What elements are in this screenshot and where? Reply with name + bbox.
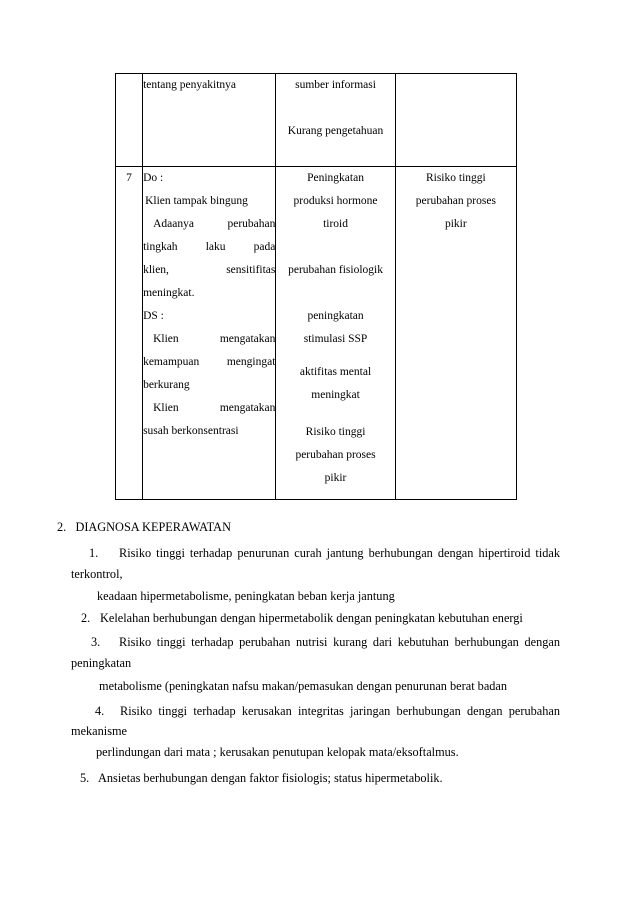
row-number-cell: [116, 167, 143, 500]
data-line: meningkat.: [143, 287, 195, 299]
item-number: 4.: [95, 704, 105, 718]
problem-line: Risiko tinggi: [425, 172, 486, 184]
etiology-cell: [276, 74, 395, 167]
etiology-line: peningkatan: [307, 310, 364, 322]
item-text: Risiko tinggi terhadap penurunan curah jantung berhubungan dengan hipertiroid tidak: [119, 546, 560, 560]
problem-cell: [395, 74, 516, 167]
etiology-line: tiroid: [323, 218, 348, 230]
etiology-line: produksi hormone: [293, 195, 378, 207]
row-number: 7: [126, 172, 132, 184]
table-row: [116, 167, 517, 500]
item-text: keadaan hipermetabolisme, peningkatan beban kerja jantung: [97, 589, 395, 603]
data-line: Klien mengatakan: [153, 333, 276, 345]
item-text: Risiko tinggi terhadap kerusakan integritas jaringan berhubungan dengan perubahan: [120, 704, 560, 718]
data-line: klien, sensitifitas: [143, 264, 276, 276]
etiology-line: Peningkatan: [307, 172, 364, 184]
problem-line: pikir: [444, 218, 467, 230]
data-line: tentang penyakitnya: [143, 79, 236, 91]
item-text: Ansietas berhubungan dengan faktor fisiologis; status hipermetabolik.: [98, 771, 443, 785]
section-heading: 2. DIAGNOSA KEPERAWATAN: [57, 520, 231, 534]
item-number: 3.: [91, 635, 101, 649]
problem-line: perubahan proses: [415, 195, 496, 207]
etiology-cell: [276, 167, 395, 500]
data-line: kemampuan mengingat: [143, 356, 276, 368]
ds-label: DS :: [143, 310, 164, 322]
item-text: Kelelahan berhubungan dengan hipermetabolik dengan peningkatan kebutuhan energi: [100, 611, 523, 625]
data-line: berkurang: [143, 379, 190, 391]
data-line: susah berkonsentrasi: [143, 425, 239, 437]
row-number-cell: [116, 74, 143, 167]
etiology-line: Kurang pengetahuan: [287, 125, 384, 137]
etiology-line: meningkat: [311, 389, 360, 401]
item-number: 1.: [89, 546, 99, 560]
data-line: Klien tampak bingung: [145, 195, 248, 207]
table-row: [116, 74, 517, 167]
etiology-line: Risiko tinggi: [305, 426, 366, 438]
item-number: 5.: [80, 771, 90, 785]
data-line: Adaanya perubahan: [153, 218, 276, 230]
item-text: terkontrol,: [71, 567, 123, 581]
etiology-line: pikir: [324, 472, 347, 484]
etiology-line: aktifitas mental: [299, 366, 372, 378]
data-cell: [143, 167, 276, 500]
item-number: 2.: [81, 611, 91, 625]
do-label: Do :: [143, 172, 164, 184]
etiology-line: perubahan fisiologik: [288, 264, 383, 276]
etiology-line: sumber informasi: [295, 79, 376, 91]
etiology-line: stimulasi SSP: [303, 333, 368, 345]
data-cell: [143, 74, 276, 167]
nursing-analysis-table: [115, 73, 517, 500]
item-text: perlindungan dari mata ; kerusakan penutupan kelopak mata/eksoftalmus.: [96, 745, 459, 759]
problem-cell: [395, 167, 516, 500]
item-text: peningkatan: [71, 656, 132, 670]
item-text: Risiko tinggi terhadap perubahan nutrisi kurang dari kebutuhan berhubungan dengan: [119, 635, 560, 649]
data-line: Klien mengatakan: [153, 402, 276, 414]
data-line: tingkah laku pada: [143, 241, 276, 253]
item-text: mekanisme: [71, 724, 128, 738]
item-text: metabolisme (peningkatan nafsu makan/pemasukan dengan penurunan berat badan: [99, 679, 508, 693]
etiology-line: perubahan proses: [295, 449, 376, 461]
